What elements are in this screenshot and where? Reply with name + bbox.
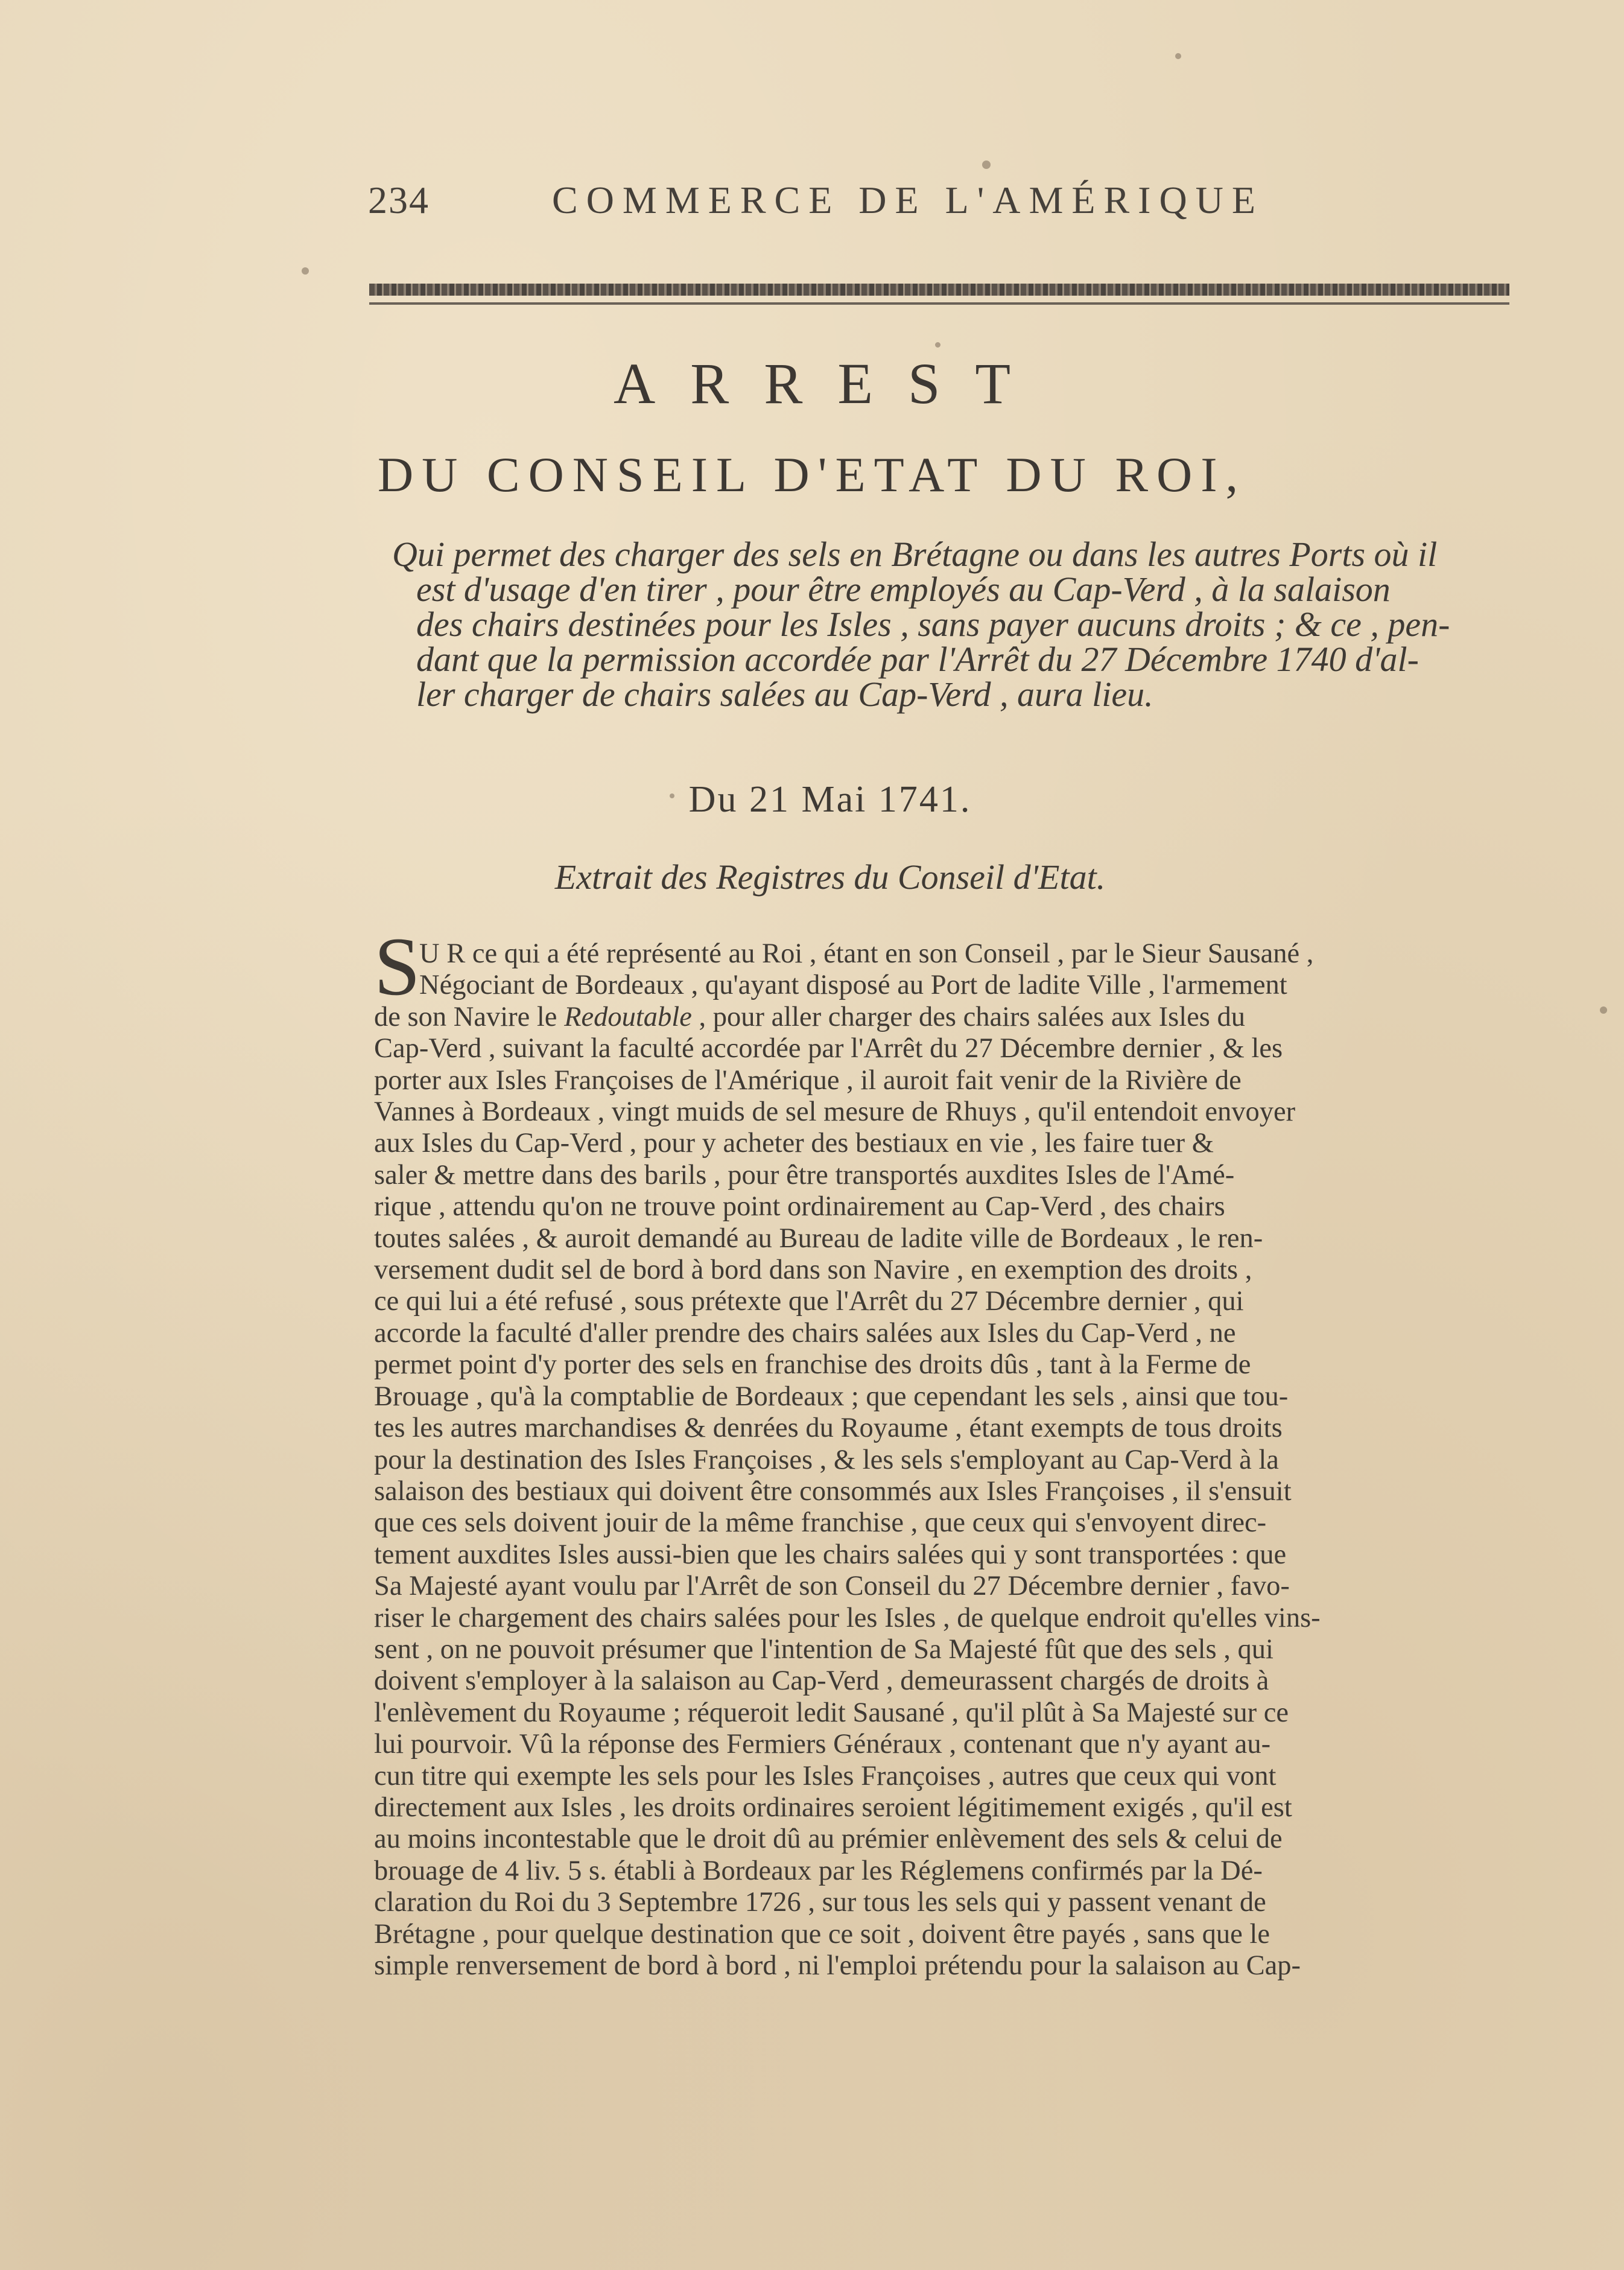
ornamental-rule	[369, 284, 1509, 296]
body-line: porter aux Isles Françoises de l'Amérique , il auroit fait venir de la Rivière de	[374, 1064, 1242, 1096]
body-line: rique , attendu qu'on ne trouve point ordinairement au Cap-Verd , des chairs	[374, 1191, 1225, 1222]
body-line: que ces sels doivent jouir de la même franchise , que ceux qui s'envoyent direc-	[374, 1507, 1267, 1539]
body-line: Négociant de Bordeaux , qu'ayant disposé au Port de ladite Ville , l'armement	[419, 970, 1287, 1001]
body-line: Brétagne , pour quelque destination que ce soit , doivent être payés , sans que le	[374, 1918, 1270, 1950]
drop-cap: S	[374, 920, 420, 1013]
body-line-segment: de son Navire le	[374, 1001, 565, 1032]
body-line: cun titre qui exempte les sels pour les Isles Françoises , autres que ceux qui vont	[374, 1760, 1277, 1792]
paper-speck	[982, 161, 991, 169]
body-line: toutes salées , & auroit demandé au Bureau de ladite ville de Bordeaux , le ren-	[374, 1222, 1263, 1254]
decree-title: ARREST	[613, 351, 1046, 416]
divider-rule	[369, 302, 1509, 305]
running-header	[368, 178, 1508, 244]
extract-heading: Extrait des Registres du Conseil d'Etat.	[554, 857, 1106, 897]
body-line: accorde la faculté d'aller prendre des chairs salées aux Isles du Cap-Verd , ne	[374, 1317, 1236, 1349]
page-number: 234	[368, 179, 430, 221]
body-line: Vannes à Bordeaux , vingt muids de sel mesure de Rhuys , qu'il entendoit envoyer	[374, 1096, 1296, 1128]
body-text	[374, 938, 1514, 1982]
body-line: l'enlèvement du Royaume ; réqueroit ledit Sausané , qu'il plût à Sa Majesté sur ce	[374, 1697, 1289, 1728]
decree-subtitle: DU CONSEIL D'ETAT DU ROI,	[377, 447, 1247, 502]
body-line: salaison des bestiaux qui doivent être consommés aux Isles Françoises , il s'ensuit	[374, 1475, 1292, 1507]
summary-line: est d'usage d'en tirer , pour être employés au Cap-Verd , à la salaison	[416, 570, 1391, 609]
body-line: au moins incontestable que le droit dû au prémier enlèvement des sels & celui de	[374, 1823, 1283, 1855]
body-line: brouage de 4 liv. 5 s. établi à Bordeaux par les Réglemens confirmés par la Dé-	[374, 1855, 1263, 1886]
paper-speck	[935, 342, 940, 348]
summary-line: ler charger de chairs salées au Cap-Verd , aura lieu.	[416, 675, 1153, 714]
decree-date: Du 21 Mai 1741.	[688, 779, 972, 820]
body-line: sent , on ne pouvoit présumer que l'intention de Sa Majesté fût que des sels , qui	[374, 1633, 1274, 1665]
body-line: riser le chargement des chairs salées pour les Isles , de quelque endroit qu'elles vins-	[374, 1602, 1321, 1633]
summary-line: des chairs destinées pour les Isles , sans payer aucuns droits ; & ce , pen-	[416, 605, 1450, 644]
body-line: versement dudit sel de bord à bord dans son Navire , en exemption des droits ,	[374, 1254, 1252, 1286]
body-line: Sa Majesté ayant voulu par l'Arrêt de son Conseil du 27 Décembre dernier , favo-	[374, 1571, 1290, 1602]
body-line: permet point d'y porter des sels en franchise des droits dûs , tant à la Ferme de	[374, 1349, 1251, 1381]
body-line: Cap-Verd , suivant la faculté accordée par l'Arrêt du 27 Décembre dernier , & les	[374, 1033, 1283, 1064]
body-line: doivent s'employer à la salaison au Cap-Verd , demeurassent chargés de droits à	[374, 1665, 1269, 1697]
body-line: ce qui lui a été refusé , sous prétexte que l'Arrêt du 27 Décembre dernier , qui	[374, 1286, 1244, 1317]
summary-line: Qui permet des charger des sels en Brétagne ou dans les autres Ports où il	[392, 535, 1438, 574]
body-line: tes les autres marchandises & denrées du Royaume , étant exempts de tous droits	[374, 1413, 1283, 1444]
body-line: aux Isles du Cap-Verd , pour y acheter des bestiaux en vie , les faire tuer &	[374, 1128, 1214, 1159]
body-line: Brouage , qu'à la comptablie de Bordeaux ; que cependant les sels , ainsi que tou-	[374, 1381, 1289, 1412]
drop-cap-lines	[374, 938, 1514, 1002]
body-line: lui pourvoir. Vû la réponse des Fermiers Généraux , contenant que n'y ayant au-	[374, 1729, 1271, 1760]
body-line	[374, 1002, 1514, 1033]
body-lines	[374, 1033, 1514, 1982]
decree-summary	[392, 537, 1484, 712]
paper-speck	[1600, 1006, 1607, 1014]
body-line: tement auxdites Isles aussi-bien que les chairs salées qui y sont transportées : que	[374, 1539, 1287, 1570]
body-line: claration du Roi du 3 Septembre 1726 , sur tous les sels qui y passent venant de	[374, 1887, 1266, 1918]
body-line: simple renversement de bord à bord , ni l'emploi prétendu pour la salaison au Cap-	[374, 1950, 1301, 1981]
summary-line: dant que la permission accordée par l'Arrêt du 27 Décembre 1740 d'al-	[416, 640, 1419, 679]
body-line: saler & mettre dans des barils , pour être transportés auxdites Isles de l'Amé-	[374, 1159, 1235, 1191]
paper-speck	[302, 267, 309, 275]
body-line: U R ce qui a été représenté au Roi , étant en son Conseil , par le Sieur Sausané ,	[419, 938, 1314, 969]
body-line-segment: , pour aller charger des chairs salées aux Isles du	[691, 1001, 1246, 1032]
paper-speck	[1175, 53, 1181, 59]
ship-name: Redoutable	[564, 1001, 692, 1032]
running-title: COMMERCE DE L'AMÉRIQUE	[552, 179, 1264, 221]
body-line: directement aux Isles , les droits ordinaires seroient légitimement exigés , qu'il est	[374, 1792, 1292, 1823]
body-line: pour la destination des Isles Françoises , & les sels s'employant au Cap-Verd à la	[374, 1444, 1279, 1475]
